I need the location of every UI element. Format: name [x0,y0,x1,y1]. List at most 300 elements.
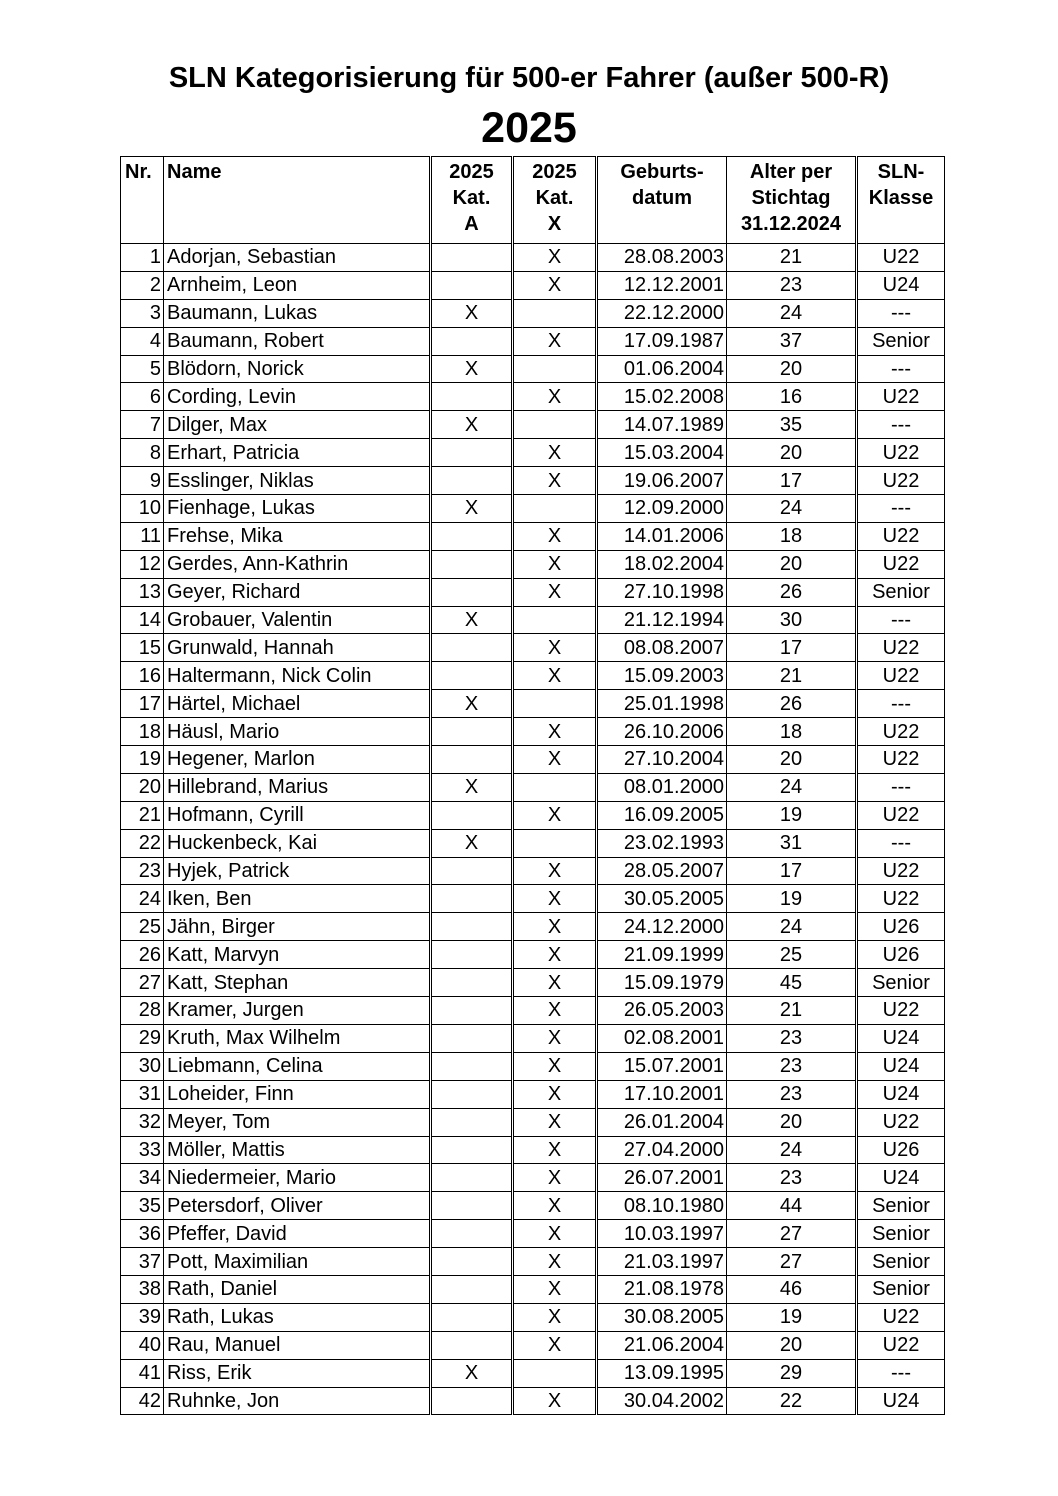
cell-alter: 23 [727,1024,857,1052]
cell-kat-x: X [513,1052,597,1080]
table-row [121,941,945,969]
cell-kat-x: X [513,997,597,1025]
table-row [121,913,945,941]
cell-nr: 21 [121,801,164,829]
cell-nr: 1 [121,244,164,272]
cell-alter: 23 [727,1164,857,1192]
cell-alter: 30 [727,606,857,634]
cell-kat-x: X [513,1192,597,1220]
cell-klasse: U24 [857,1387,945,1415]
cell-geburtsdatum: 14.07.1989 [597,411,727,439]
cell-alter: 44 [727,1192,857,1220]
cell-alter: 46 [727,1275,857,1303]
cell-geburtsdatum: 27.04.2000 [597,1136,727,1164]
cell-geburtsdatum: 08.01.2000 [597,773,727,801]
cell-alter: 19 [727,885,857,913]
header-geburtsdatum: Geburts- datum [597,157,727,244]
table-row [121,1331,945,1359]
table-row [121,1052,945,1080]
cell-name: Niedermeier, Mario [164,1164,431,1192]
cell-kat-a [431,522,513,550]
cell-klasse: U22 [857,439,945,467]
cell-name: Huckenbeck, Kai [164,829,431,857]
header-nr: Nr. [121,157,164,244]
cell-kat-x [513,495,597,523]
table-row [121,773,945,801]
cell-geburtsdatum: 08.08.2007 [597,634,727,662]
cell-klasse: U22 [857,522,945,550]
cell-kat-x: X [513,578,597,606]
cell-kat-x: X [513,244,597,272]
document-year: 2025 [481,104,577,152]
cell-geburtsdatum: 26.10.2006 [597,718,727,746]
cell-nr: 16 [121,662,164,690]
cell-alter: 17 [727,467,857,495]
document-title: SLN Kategorisierung für 500-er Fahrer (außer 500-R) [168,62,890,94]
table-row [121,801,945,829]
cell-kat-a [431,1024,513,1052]
cell-klasse: U22 [857,885,945,913]
cell-alter: 35 [727,411,857,439]
cell-kat-x: X [513,522,597,550]
cell-nr: 42 [121,1387,164,1415]
cell-nr: 28 [121,997,164,1025]
cell-kat-x [513,773,597,801]
cell-geburtsdatum: 17.09.1987 [597,327,727,355]
table-row [121,495,945,523]
cell-nr: 14 [121,606,164,634]
cell-nr: 36 [121,1220,164,1248]
table-row [121,522,945,550]
cell-kat-a [431,578,513,606]
cell-klasse: Senior [857,1248,945,1276]
cell-kat-a [431,1275,513,1303]
cell-nr: 8 [121,439,164,467]
cell-name: Kramer, Jurgen [164,997,431,1025]
cell-klasse: U22 [857,857,945,885]
cell-kat-a [431,801,513,829]
cell-nr: 35 [121,1192,164,1220]
table-row [121,1387,945,1415]
cell-geburtsdatum: 19.06.2007 [597,467,727,495]
cell-nr: 41 [121,1359,164,1387]
cell-nr: 10 [121,495,164,523]
cell-kat-a [431,1080,513,1108]
cell-geburtsdatum: 28.08.2003 [597,244,727,272]
cell-alter: 26 [727,578,857,606]
cell-name: Riss, Erik [164,1359,431,1387]
table-row [121,550,945,578]
table-row [121,299,945,327]
table-row [121,1248,945,1276]
cell-kat-x [513,1359,597,1387]
cell-kat-a [431,1164,513,1192]
cell-klasse: --- [857,411,945,439]
cell-klasse: U24 [857,1080,945,1108]
cell-klasse: U24 [857,1164,945,1192]
cell-nr: 11 [121,522,164,550]
cell-kat-x: X [513,1387,597,1415]
header-kat-x: 2025 Kat. X [513,157,597,244]
cell-geburtsdatum: 25.01.1998 [597,690,727,718]
cell-klasse: Senior [857,969,945,997]
cell-kat-x: X [513,1108,597,1136]
cell-kat-a: X [431,773,513,801]
cell-name: Hegener, Marlon [164,746,431,774]
cell-name: Fienhage, Lukas [164,495,431,523]
cell-kat-x: X [513,1331,597,1359]
cell-alter: 23 [727,1052,857,1080]
cell-geburtsdatum: 08.10.1980 [597,1192,727,1220]
table-row [121,634,945,662]
cell-kat-x: X [513,1303,597,1331]
cell-kat-a [431,550,513,578]
cell-geburtsdatum: 21.09.1999 [597,941,727,969]
cell-geburtsdatum: 17.10.2001 [597,1080,727,1108]
cell-klasse: --- [857,1359,945,1387]
cell-nr: 22 [121,829,164,857]
table-row [121,885,945,913]
cell-name: Loheider, Finn [164,1080,431,1108]
cell-geburtsdatum: 12.09.2000 [597,495,727,523]
table-row [121,355,945,383]
cell-alter: 21 [727,244,857,272]
cell-name: Erhart, Patricia [164,439,431,467]
cell-geburtsdatum: 30.08.2005 [597,1303,727,1331]
cell-alter: 16 [727,383,857,411]
cell-nr: 20 [121,773,164,801]
cell-klasse: --- [857,606,945,634]
cell-klasse: U26 [857,1136,945,1164]
cell-name: Cording, Levin [164,383,431,411]
table-row [121,606,945,634]
cell-geburtsdatum: 22.12.2000 [597,299,727,327]
cell-kat-a [431,383,513,411]
cell-name: Katt, Stephan [164,969,431,997]
cell-kat-a [431,467,513,495]
cell-geburtsdatum: 02.08.2001 [597,1024,727,1052]
cell-nr: 9 [121,467,164,495]
cell-klasse: U22 [857,634,945,662]
driver-table [120,156,945,1415]
cell-alter: 21 [727,662,857,690]
cell-klasse: Senior [857,1192,945,1220]
cell-name: Pfeffer, David [164,1220,431,1248]
cell-nr: 23 [121,857,164,885]
cell-nr: 25 [121,913,164,941]
cell-kat-a [431,969,513,997]
cell-klasse: --- [857,355,945,383]
cell-kat-a: X [431,299,513,327]
cell-klasse: --- [857,299,945,327]
cell-alter: 27 [727,1220,857,1248]
header-kat-a: 2025 Kat. A [431,157,513,244]
cell-name: Kruth, Max Wilhelm [164,1024,431,1052]
cell-name: Baumann, Lukas [164,299,431,327]
cell-kat-x: X [513,885,597,913]
cell-klasse: --- [857,829,945,857]
cell-klasse: U22 [857,718,945,746]
cell-kat-x: X [513,1248,597,1276]
cell-nr: 15 [121,634,164,662]
cell-kat-a: X [431,355,513,383]
cell-nr: 26 [121,941,164,969]
cell-name: Ruhnke, Jon [164,1387,431,1415]
cell-name: Rau, Manuel [164,1331,431,1359]
cell-alter: 24 [727,913,857,941]
cell-kat-a: X [431,411,513,439]
cell-kat-x: X [513,327,597,355]
cell-alter: 19 [727,801,857,829]
cell-nr: 40 [121,1331,164,1359]
cell-alter: 21 [727,997,857,1025]
cell-geburtsdatum: 24.12.2000 [597,913,727,941]
cell-kat-x: X [513,1136,597,1164]
cell-kat-x: X [513,439,597,467]
cell-name: Katt, Marvyn [164,941,431,969]
cell-klasse: U22 [857,1331,945,1359]
cell-alter: 22 [727,1387,857,1415]
table-row [121,1359,945,1387]
cell-geburtsdatum: 14.01.2006 [597,522,727,550]
cell-kat-a [431,1052,513,1080]
cell-name: Petersdorf, Oliver [164,1192,431,1220]
cell-geburtsdatum: 28.05.2007 [597,857,727,885]
cell-name: Meyer, Tom [164,1108,431,1136]
table-row [121,1080,945,1108]
table-row [121,857,945,885]
cell-kat-a [431,1192,513,1220]
cell-kat-x: X [513,271,597,299]
cell-name: Baumann, Robert [164,327,431,355]
cell-nr: 13 [121,578,164,606]
cell-geburtsdatum: 12.12.2001 [597,271,727,299]
table-row [121,1192,945,1220]
cell-geburtsdatum: 10.03.1997 [597,1220,727,1248]
cell-name: Grobauer, Valentin [164,606,431,634]
cell-klasse: U22 [857,383,945,411]
cell-kat-x: X [513,467,597,495]
cell-kat-a [431,634,513,662]
cell-kat-a [431,1387,513,1415]
cell-geburtsdatum: 15.02.2008 [597,383,727,411]
cell-kat-x: X [513,913,597,941]
cell-klasse: U22 [857,244,945,272]
cell-nr: 27 [121,969,164,997]
cell-kat-a: X [431,606,513,634]
cell-nr: 17 [121,690,164,718]
cell-name: Grunwald, Hannah [164,634,431,662]
cell-kat-x [513,411,597,439]
cell-kat-a [431,244,513,272]
cell-kat-a: X [431,690,513,718]
cell-name: Iken, Ben [164,885,431,913]
cell-nr: 6 [121,383,164,411]
cell-nr: 19 [121,746,164,774]
cell-kat-a: X [431,829,513,857]
cell-nr: 39 [121,1303,164,1331]
cell-geburtsdatum: 15.09.1979 [597,969,727,997]
cell-alter: 23 [727,271,857,299]
cell-nr: 3 [121,299,164,327]
cell-geburtsdatum: 26.05.2003 [597,997,727,1025]
cell-nr: 37 [121,1248,164,1276]
cell-alter: 31 [727,829,857,857]
cell-kat-x: X [513,1275,597,1303]
cell-geburtsdatum: 16.09.2005 [597,801,727,829]
cell-klasse: Senior [857,1220,945,1248]
cell-kat-x: X [513,383,597,411]
cell-kat-a [431,1331,513,1359]
cell-nr: 29 [121,1024,164,1052]
table-row [121,578,945,606]
cell-name: Härtel, Michael [164,690,431,718]
cell-kat-a [431,718,513,746]
cell-nr: 33 [121,1136,164,1164]
cell-name: Möller, Mattis [164,1136,431,1164]
cell-klasse: U26 [857,941,945,969]
cell-nr: 12 [121,550,164,578]
cell-kat-x [513,606,597,634]
cell-kat-a [431,271,513,299]
cell-name: Hillebrand, Marius [164,773,431,801]
cell-kat-x: X [513,550,597,578]
cell-alter: 26 [727,690,857,718]
cell-alter: 17 [727,857,857,885]
cell-name: Hyjek, Patrick [164,857,431,885]
cell-name: Haltermann, Nick Colin [164,662,431,690]
cell-klasse: U22 [857,997,945,1025]
header-name: Name [164,157,431,244]
cell-kat-x: X [513,801,597,829]
cell-alter: 20 [727,439,857,467]
cell-kat-x: X [513,1220,597,1248]
cell-alter: 20 [727,355,857,383]
table-row [121,718,945,746]
cell-geburtsdatum: 15.09.2003 [597,662,727,690]
cell-kat-a [431,1220,513,1248]
cell-kat-x: X [513,969,597,997]
table-row [121,829,945,857]
cell-klasse: U22 [857,1108,945,1136]
cell-alter: 20 [727,550,857,578]
cell-geburtsdatum: 21.12.1994 [597,606,727,634]
cell-nr: 2 [121,271,164,299]
table-row [121,1024,945,1052]
cell-alter: 18 [727,522,857,550]
cell-name: Jähn, Birger [164,913,431,941]
cell-klasse: Senior [857,578,945,606]
cell-kat-x: X [513,634,597,662]
cell-klasse: U22 [857,467,945,495]
cell-alter: 29 [727,1359,857,1387]
table-header-row [121,157,945,244]
table-row [121,1108,945,1136]
cell-klasse: U22 [857,662,945,690]
cell-geburtsdatum: 30.04.2002 [597,1387,727,1415]
cell-alter: 20 [727,1331,857,1359]
cell-kat-a [431,997,513,1025]
cell-kat-x: X [513,1024,597,1052]
cell-geburtsdatum: 27.10.1998 [597,578,727,606]
table-row [121,439,945,467]
cell-klasse: U22 [857,1303,945,1331]
table-row [121,327,945,355]
cell-kat-x: X [513,1080,597,1108]
cell-klasse: U24 [857,1052,945,1080]
cell-alter: 20 [727,1108,857,1136]
cell-klasse: --- [857,690,945,718]
cell-nr: 7 [121,411,164,439]
cell-geburtsdatum: 21.03.1997 [597,1248,727,1276]
cell-geburtsdatum: 15.03.2004 [597,439,727,467]
table-row [121,1275,945,1303]
cell-name: Adorjan, Sebastian [164,244,431,272]
cell-alter: 25 [727,941,857,969]
cell-name: Rath, Lukas [164,1303,431,1331]
cell-nr: 5 [121,355,164,383]
cell-klasse: Senior [857,327,945,355]
cell-kat-a [431,439,513,467]
header-alter: Alter per Stichtag 31.12.2024 [727,157,857,244]
cell-geburtsdatum: 21.06.2004 [597,1331,727,1359]
cell-nr: 4 [121,327,164,355]
cell-klasse: U22 [857,746,945,774]
cell-name: Rath, Daniel [164,1275,431,1303]
cell-geburtsdatum: 18.02.2004 [597,550,727,578]
cell-name: Liebmann, Celina [164,1052,431,1080]
cell-name: Dilger, Max [164,411,431,439]
cell-kat-a [431,662,513,690]
cell-geburtsdatum: 30.05.2005 [597,885,727,913]
cell-name: Esslinger, Niklas [164,467,431,495]
cell-klasse: U22 [857,801,945,829]
cell-nr: 30 [121,1052,164,1080]
cell-klasse: Senior [857,1275,945,1303]
cell-alter: 27 [727,1248,857,1276]
cell-kat-a [431,746,513,774]
cell-kat-x [513,299,597,327]
cell-geburtsdatum: 23.02.1993 [597,829,727,857]
cell-kat-a [431,941,513,969]
table-row [121,1136,945,1164]
cell-kat-x [513,690,597,718]
cell-name: Häusl, Mario [164,718,431,746]
cell-klasse: U22 [857,550,945,578]
cell-kat-a [431,885,513,913]
cell-nr: 31 [121,1080,164,1108]
cell-kat-x: X [513,746,597,774]
cell-geburtsdatum: 26.01.2004 [597,1108,727,1136]
cell-kat-x: X [513,662,597,690]
cell-alter: 45 [727,969,857,997]
cell-kat-a: X [431,1359,513,1387]
cell-alter: 24 [727,299,857,327]
cell-kat-x: X [513,857,597,885]
cell-alter: 24 [727,495,857,523]
cell-kat-a [431,327,513,355]
cell-nr: 24 [121,885,164,913]
table-row [121,690,945,718]
cell-geburtsdatum: 01.06.2004 [597,355,727,383]
cell-klasse: --- [857,773,945,801]
cell-alter: 23 [727,1080,857,1108]
cell-kat-x [513,829,597,857]
cell-name: Hofmann, Cyrill [164,801,431,829]
table-row [121,411,945,439]
cell-alter: 20 [727,746,857,774]
table-row [121,1164,945,1192]
